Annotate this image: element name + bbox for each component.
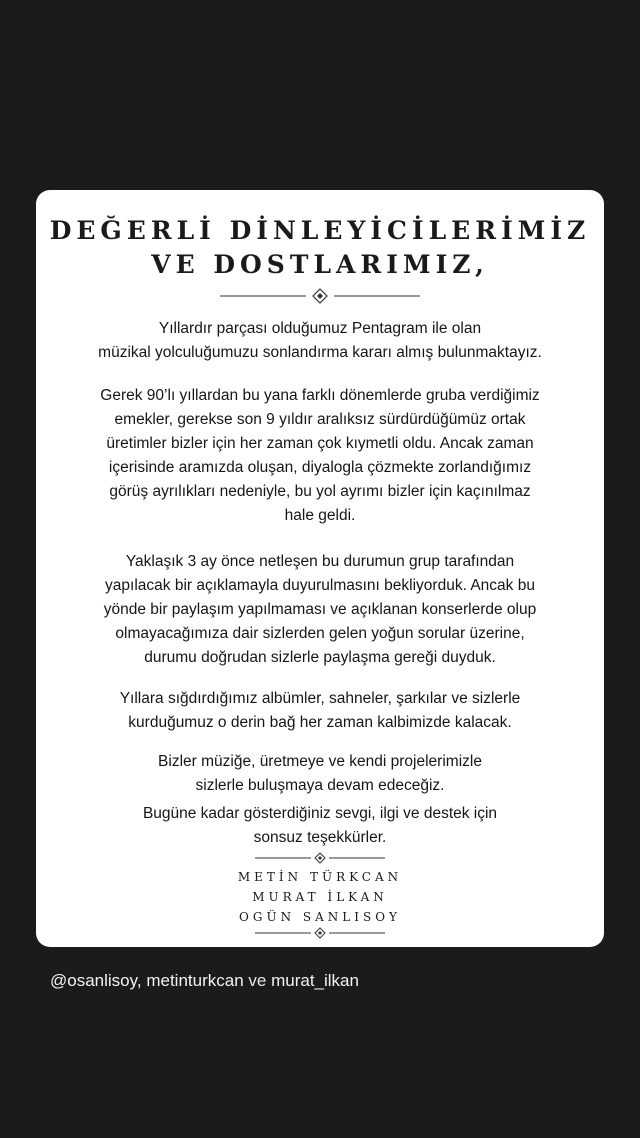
text-line: sonsuz teşekkürler.	[253, 829, 387, 846]
mention-murat-ilkan[interactable]: murat_ilkan	[271, 971, 359, 990]
text-line: emekler, gerekse son 9 yıldır aralıksız sürdürdüğümüz ortak	[114, 411, 526, 428]
text-line: içerisinde aramızda oluşan, diyalogla çözmekte zorlandığımız	[108, 459, 532, 476]
caption-conjunction: ve	[248, 971, 267, 990]
signatures	[36, 867, 604, 927]
diamond-ornament-icon	[255, 926, 385, 940]
story-caption	[50, 971, 359, 991]
text-line: yapılacak bir açıklamayla duyurulmasını bekliyorduk. Ancak bu	[105, 577, 535, 594]
paragraph-6	[60, 802, 580, 850]
text-line: görüş ayrılıkları nedeniyle, bu yol ayrımı bizler için kaçınılmaz	[109, 483, 531, 500]
signature-name: METİN TÜRKCAN	[237, 870, 403, 884]
signature-name: MURAT İLKAN	[252, 890, 388, 904]
text-line: kurduğumuz o derin bağ her zaman kalbimizde kalacak.	[128, 714, 512, 731]
text-line: üretimler bizler için her zaman çok kıymetli oldu. Ancak zaman	[106, 435, 534, 452]
text-line: Gerek 90’lı yıllardan bu yana farklı dönemlerde gruba verdiğimiz	[100, 387, 540, 404]
paragraph-4	[60, 687, 580, 735]
diamond-ornament-icon	[255, 851, 385, 865]
signature-name: OGÜN SANLISOY	[239, 910, 401, 924]
paragraph-3	[60, 550, 580, 670]
mention-metinturkcan[interactable]: metinturkcan	[146, 971, 244, 990]
text-line: sizlerle buluşmaya devam edeceğiz.	[195, 777, 445, 794]
signature-top-divider	[36, 851, 604, 867]
text-line: Yıllara sığdırdığımız albümler, sahneler, şarkılar ve sizlerle	[119, 690, 521, 707]
text-line: Yıllardır parçası olduğumuz Pentagram ile olan	[158, 320, 482, 337]
text-line: durumu doğrudan sizlerle paylaşma gereği duyduk.	[144, 649, 496, 666]
text-line: olmayacağımıza dair sizlerden gelen yoğun sorular üzerine,	[115, 625, 525, 642]
diamond-ornament-icon	[220, 288, 420, 304]
announcement-card	[36, 190, 604, 947]
paragraph-1	[60, 317, 580, 365]
signature-bottom-divider	[36, 926, 604, 942]
text-line: Bizler müziğe, üretmeye ve kendi projelerimizle	[158, 753, 482, 770]
text-line: Yaklaşık 3 ay önce netleşen bu durumun grup tarafından	[125, 553, 515, 570]
text-line: hale geldi.	[284, 507, 356, 524]
mention-osanlisoy[interactable]: @osanlisoy,	[50, 971, 142, 990]
text-line: yönde bir paylaşım yapılmaması ve açıklanan konserlerde olup	[103, 601, 537, 618]
text-line: müzikal yolculuğumuzu sonlandırma kararı almış bulunmaktayız.	[98, 344, 542, 361]
text-line: Bugüne kadar gösterdiğiniz sevgi, ilgi ve destek için	[142, 805, 498, 822]
top-divider	[36, 288, 604, 304]
heading-line-1: DEĞERLİ DİNLEYİCİLERİMİZ	[49, 216, 591, 245]
heading-line-2: VE DOSTLARIMIZ,	[151, 250, 489, 279]
paragraph-5	[60, 750, 580, 798]
paragraph-2	[60, 384, 580, 528]
